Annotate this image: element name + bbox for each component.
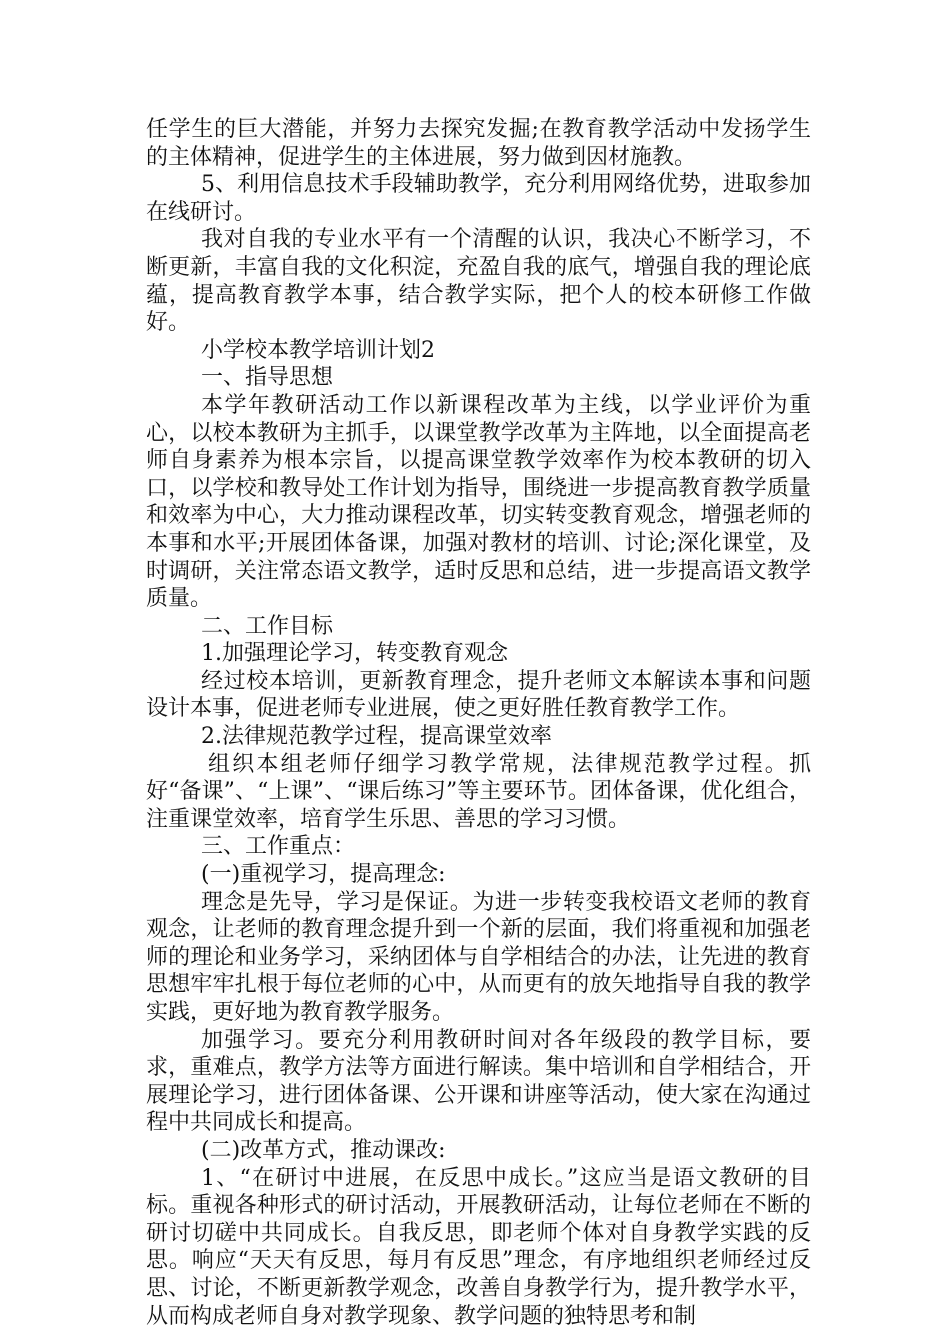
- paragraph-goal-1: 经过校本培训，更新教育理念，提升老师文本解读本事和问题设计本事，促进老师专业进展，使之更好胜任教育教学工作。: [146, 668, 811, 722]
- paragraph-item-5: 5、利用信息技术手段辅助教学，充分利用网络优势，进取参加在线研讨。: [146, 172, 811, 225]
- document-title: 小学校本教学培训计划2: [201, 337, 435, 363]
- subheading-focus-1: (一)重视学习，提高理念:: [201, 862, 446, 888]
- subheading-goal-1: 1.加强理论学习，转变教育观念: [201, 641, 508, 667]
- paragraph-continuation: 任学生的巨大潜能，并努力去探究发掘;在教育教学活动中发扬学生的主体精神，促进学生的主体进展，努力做到因材施教。: [146, 117, 811, 170]
- paragraph-focus-2-item-1: 1、“在研讨中进展，在反思中成长。”这应当是语文教研的目标。重视各种形式的研讨活动，开展教研活动，让每位老师在不断的研讨切磋中共同成长。自我反思，即老师个体对自身教学实践的反思。响应“天天有反思，每月有反思”理念，有序地组织老师经过反思、讨论，不断更新教学观念，改善自身教学行为，提升教学水平，从而构成老师自身对教学现象、教学问题的独特思考和制: [146, 1165, 811, 1329]
- paragraph-focus-1: 理念是先导，学习是保证。为进一步转变我校语文老师的教育观念，让老师的教育理念提升到一个新的层面，我们将重视和加强老师的理论和业务学习，采纳团体与自学相结合的办法，让先进的教育思想牢牢扎根于每位老师的心中，从而更有的放矢地指导自我的教学实践，更好地为教育教学服务。: [146, 889, 811, 1025]
- subheading-goal-2: 2.法律规范教学过程，提高课堂效率: [201, 724, 552, 750]
- paragraph-goal-2: 组织本组老师仔细学习教学常规，法律规范教学过程。抓好“备课”、“上课”、“课后练习”等主要环节。团体备课，优化组合，注重课堂效率，培育学生乐思、善思的学习习惯。: [146, 751, 811, 832]
- section-heading-1: 一、指导思想: [201, 365, 334, 391]
- section-heading-3: 三、工作重点：: [201, 834, 356, 860]
- paragraph-guiding-ideology: 本学年教研活动工作以新课程改革为主线，以学业评价为重心，以校本教研为主抓手，以课堂教学改革为主阵地，以全面提高老师自身素养为根本宗旨，以提高课堂教学效率作为校本教研的切入口，以学校和教导处工作计划为指导，围绕进一步提高教育教学质量和效率为中心，大力推动课程改革，切实转变教育观念，增强老师的本事和水平;开展团体备课，加强对教材的培训、讨论;深化课堂，及时调研，关注常态语文教学，适时反思和总结，进一步提高语文教学质量。: [146, 392, 811, 612]
- paragraph-strengthen-learning: 加强学习。要充分利用教研时间对各年级段的教学目标，要求，重难点，教学方法等方面进行解读。集中培训和自学相结合，开展理论学习，进行团体备课、公开课和讲座等活动，使大家在沟通过程中共同成长和提高。: [146, 1027, 811, 1136]
- paragraph-self-assessment: 我对自我的专业水平有一个清醒的认识，我决心不断学习，不断更新，丰富自我的文化积淀，充盈自我的底气，增强自我的理论底蕴，提高教育教学本事，结合教学实际，把个人的校本研修工作做好。: [146, 227, 811, 336]
- subheading-focus-2: (二)改革方式，推动课改:: [201, 1137, 446, 1163]
- document-page: [146, 116, 811, 1330]
- section-heading-2: 二、工作目标: [201, 613, 334, 639]
